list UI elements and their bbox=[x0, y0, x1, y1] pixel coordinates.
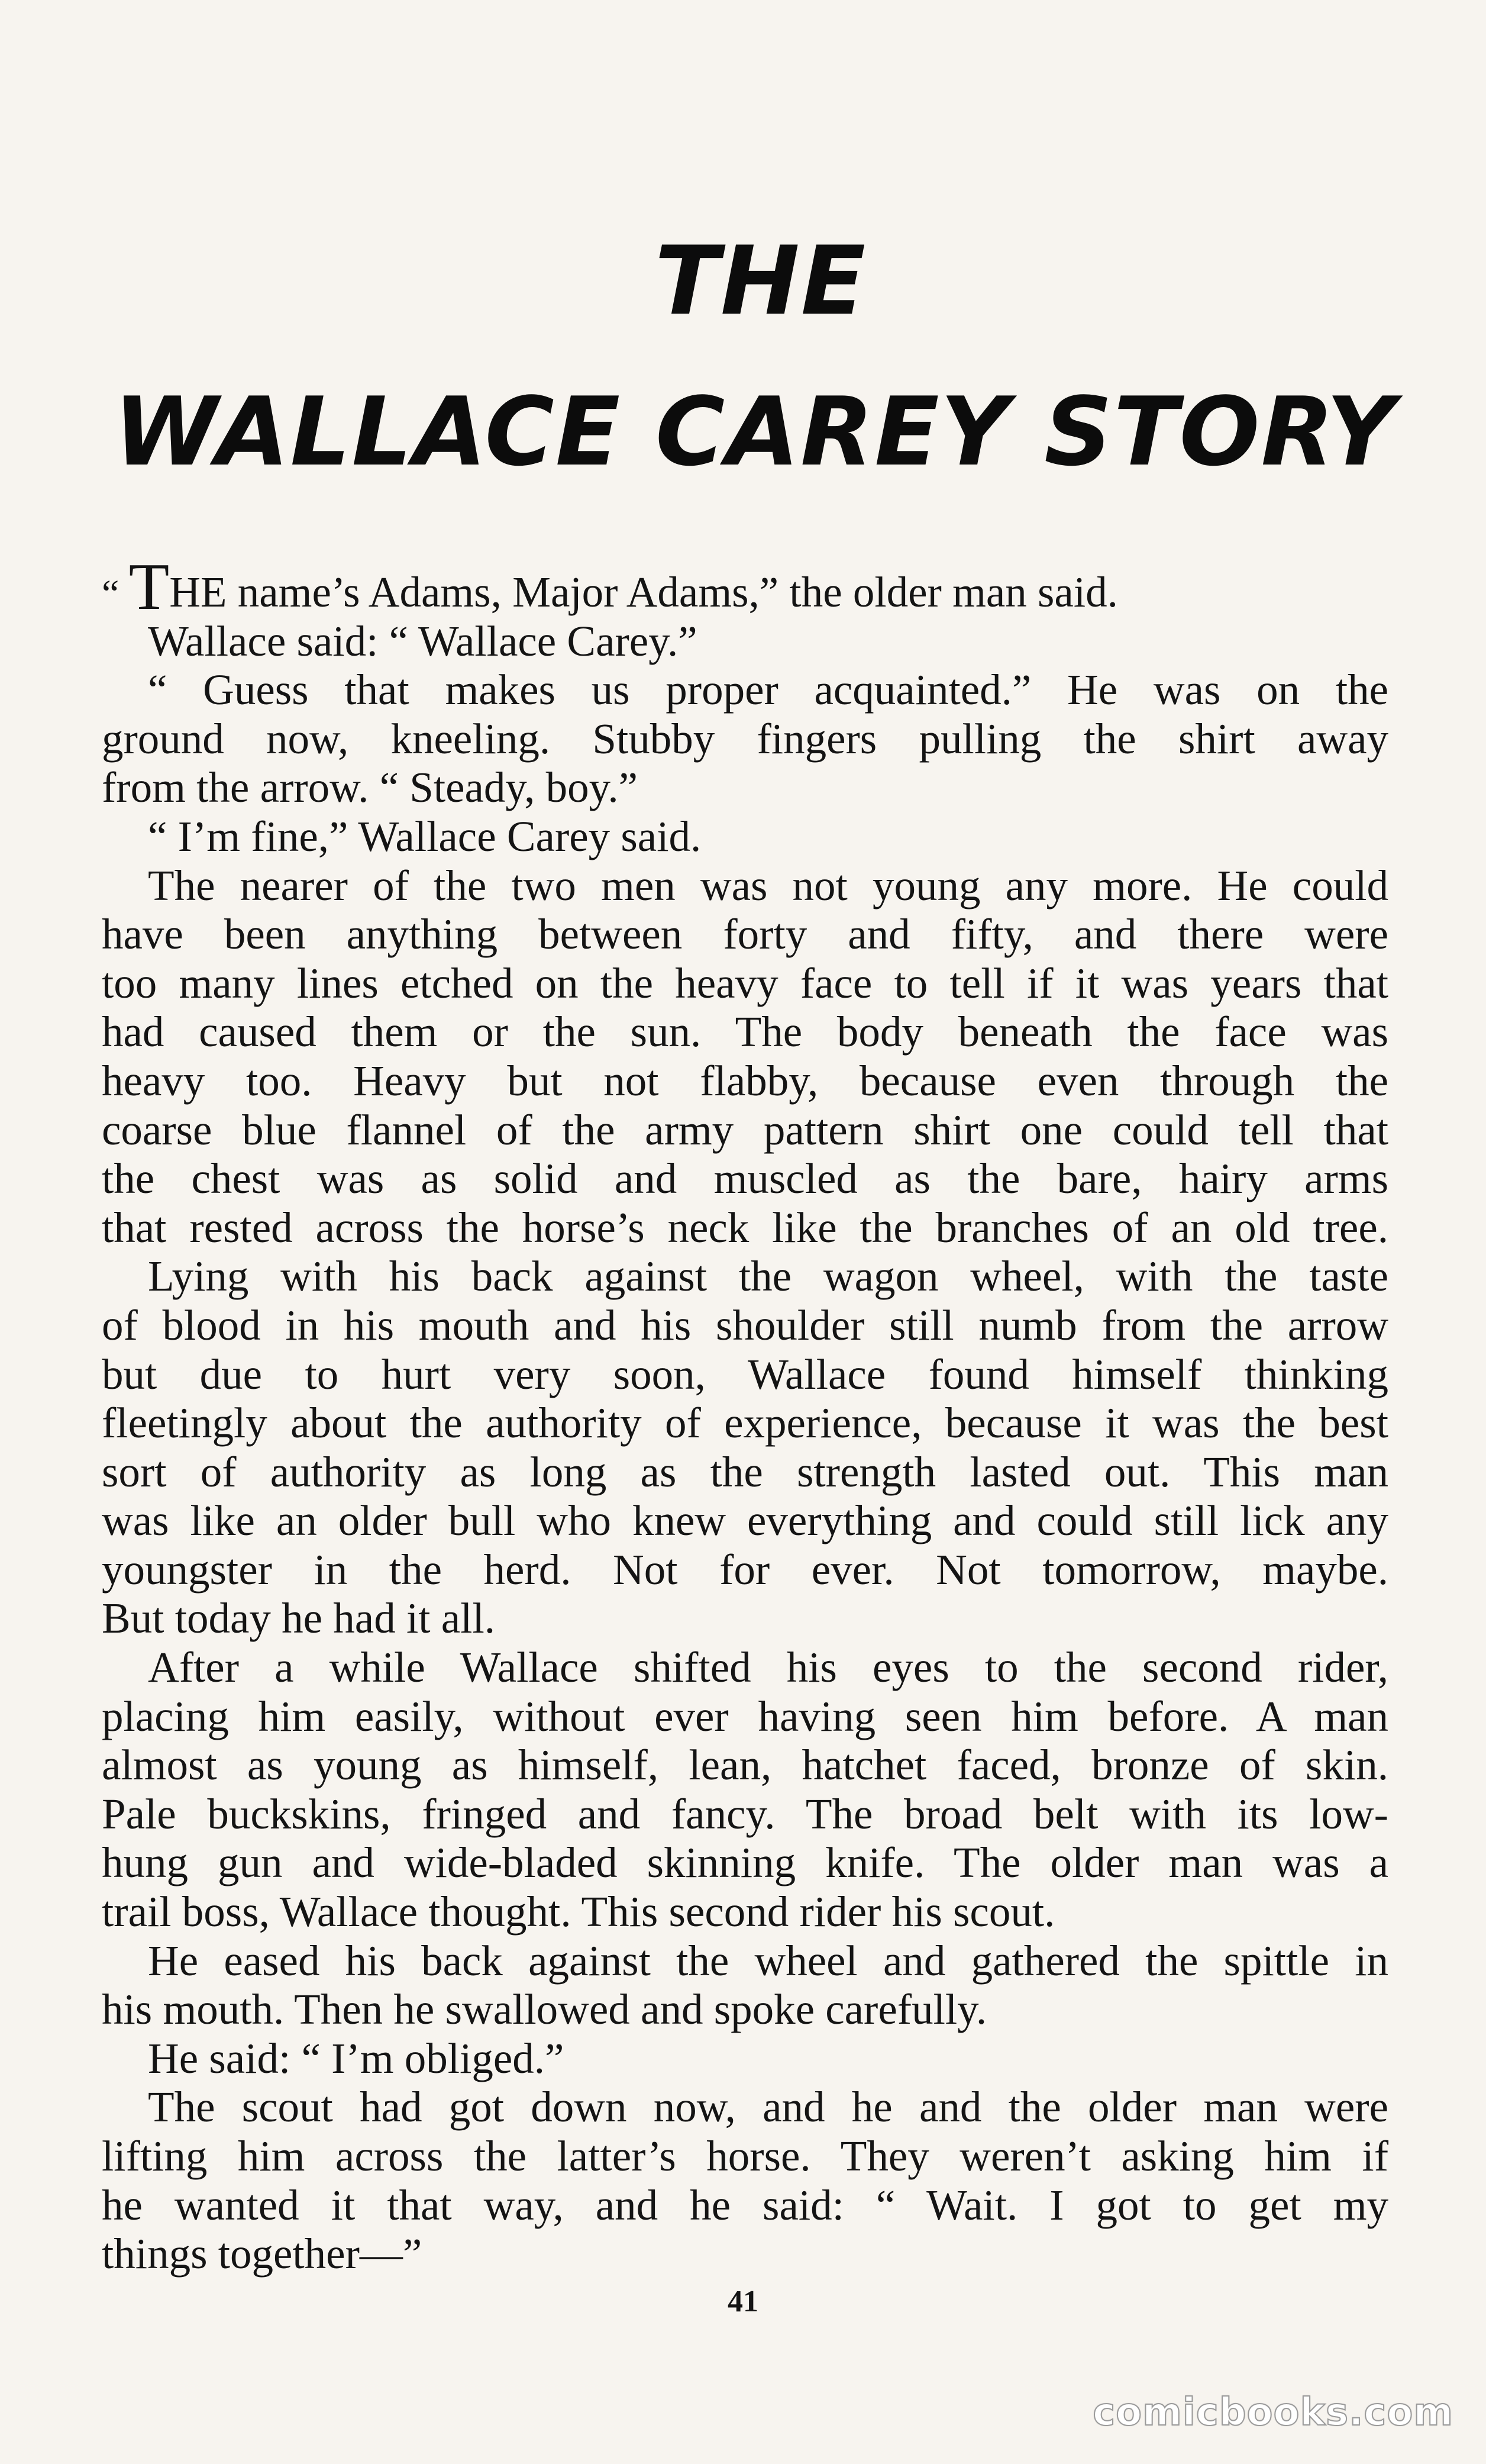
text-line-35: things together—” bbox=[102, 2230, 422, 2278]
text-line-29: He eased his back against the wheel and gathered the spittle in bbox=[148, 1936, 1388, 1985]
text-line-30: his mouth. Then he swallowed and spoke carefully. bbox=[102, 1985, 987, 2034]
text-line-33: lifting him across the latter’s horse. They weren’t asking him if bbox=[102, 2132, 1388, 2180]
watermark-logo: comicbooks.com bbox=[1093, 2391, 1453, 2434]
text-line-22: But today he had it all. bbox=[102, 1594, 495, 1643]
text-line-4: ground now, kneeling. Stubby fingers pulling the shirt away bbox=[102, 714, 1388, 763]
text-line-2: Wallace said: “ Wallace Carey.” bbox=[148, 617, 697, 665]
text-line-26: Pale buckskins, fringed and fancy. The broad belt with its low- bbox=[102, 1789, 1388, 1838]
text-line-34: he wanted it that way, and he said: “ Wait. I got to get my bbox=[102, 2181, 1388, 2229]
text-line-21: youngster in the herd. Not for ever. Not tomorrow, maybe. bbox=[102, 1545, 1388, 1594]
text-line-32: The scout had got down now, and he and the older man were bbox=[148, 2083, 1388, 2131]
opening-quote: “ bbox=[102, 572, 129, 615]
drop-cap: T bbox=[128, 550, 170, 624]
text-line-10: had caused them or the sun. The body beneath the face was bbox=[102, 1008, 1388, 1056]
text-line-8: have been anything between forty and fifty, and there were bbox=[102, 910, 1388, 959]
text-line-31: He said: “ I’m obliged.” bbox=[148, 2034, 564, 2082]
text-line-15: Lying with his back against the wagon wheel, with the taste bbox=[148, 1252, 1388, 1301]
text-line-27: hung gun and wide-bladed skinning knife. The older man was a bbox=[102, 1839, 1388, 1887]
text-line-17: but due to hurt very soon, Wallace found himself thinking bbox=[102, 1350, 1388, 1398]
text-line-19: sort of authority as long as the strength lasted out. This man bbox=[102, 1447, 1388, 1496]
text-line-13: the chest was as solid and muscled as the bare, hairy arms bbox=[102, 1154, 1388, 1203]
text-line-28: trail boss, Wallace thought. This second rider his scout. bbox=[102, 1888, 1055, 1936]
text-line-14: that rested across the horse’s neck like the branches of an old tree. bbox=[102, 1203, 1388, 1252]
text-line-5: from the arrow. “ Steady, boy.” bbox=[102, 763, 638, 812]
page-number: 41 bbox=[728, 2285, 758, 2318]
text-line-1 bbox=[102, 550, 1388, 624]
story-text bbox=[102, 550, 1388, 2279]
text-line-3: “ Guess that makes us proper acquainted.” He was on the bbox=[148, 666, 1388, 714]
text-line-11: heavy too. Heavy but not flabby, because even through the bbox=[102, 1056, 1388, 1105]
text-line-18: fleetingly about the authority of experience, because it was the best bbox=[102, 1399, 1388, 1447]
text-line-23: After a while Wallace shifted his eyes to the second rider, bbox=[148, 1643, 1388, 1692]
text-line-24: placing him easily, without ever having seen him before. A man bbox=[102, 1692, 1388, 1740]
text-line-9: too many lines etched on the heavy face to tell if it was years that bbox=[102, 959, 1388, 1007]
text-line-7: The nearer of the two men was not young any more. He could bbox=[148, 861, 1388, 910]
text-line-16: of blood in his mouth and his shoulder still numb from the arrow bbox=[102, 1301, 1388, 1349]
text-line-6: “ I’m fine,” Wallace Carey said. bbox=[148, 812, 702, 860]
text-line-25: almost as young as himself, lean, hatchet faced, bronze of skin. bbox=[102, 1741, 1388, 1789]
chapter-title-line-2: WALLACE CAREY STORY bbox=[114, 376, 1396, 487]
text-line-20: was like an older bull who knew everything and could still lick any bbox=[102, 1497, 1388, 1545]
text-line-12: coarse blue flannel of the army pattern shirt one could tell that bbox=[102, 1105, 1388, 1154]
chapter-title-line-1: THE bbox=[654, 225, 867, 336]
text-line-1-content: HE name’s Adams, Major Adams,” the older man said. bbox=[169, 568, 1118, 616]
